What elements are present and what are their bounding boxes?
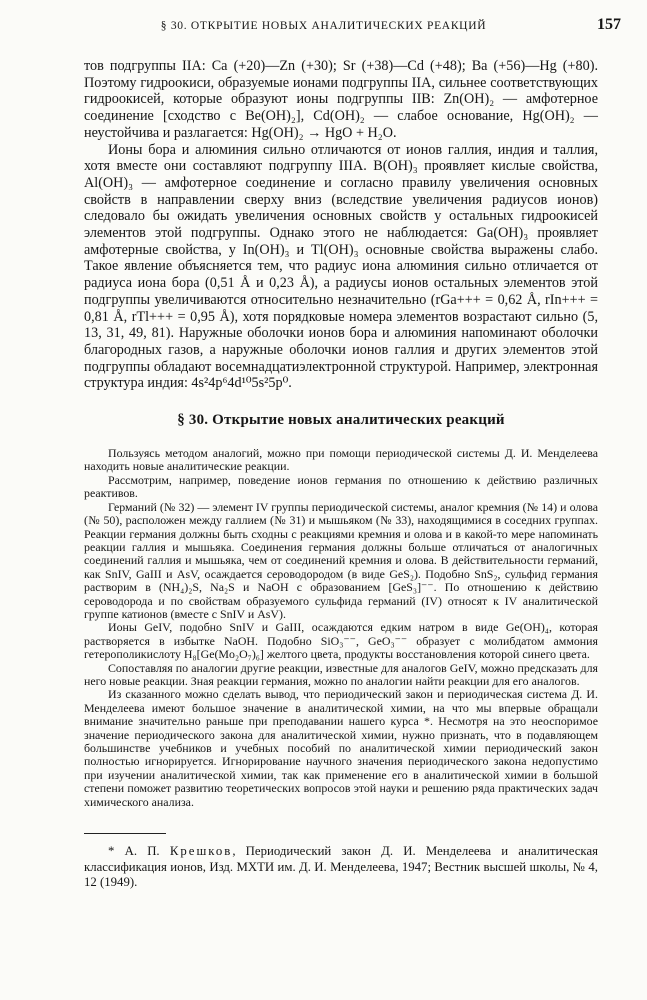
paragraph-germanium-properties: Германий (№ 32) — элемент IV группы периодической системы, аналог кремния (№ 14) и олова (№ 50), расположен между галлием (№ 31) и мышьяком (№ 33), находящимися в соседних группах. Реакции германия должны быть сходны с реакциями кремния и олова и в какой-то мере напоминать реакции галлия и мышьяка. Соединения германия должны больше отличаться от аналогичных соединений галлия и мышьяка, чем от соединений кремния и олова. В действительности германий, как SnIV, GaIII и AsV, осаждается сероводородом (в виде GeS₂). Подобно SnS₂, сульфид германия растворим в (NH₄)₂S, Na₂S и NaOH с образованием [GeS₃]⁻⁻. По отношению к действию сероводорода и по свойствам образуемого сульфида германий (IV) относят к IV аналитической группе катионов (вместе с SnIV и AsV). [84, 499, 598, 621]
footnote-divider [84, 833, 166, 834]
running-head: § 30. ОТКРЫТИЕ НОВЫХ АНАЛИТИЧЕСКИХ РЕАКЦИЙ [160, 20, 487, 32]
paragraph-predict-reactions: Сопоставляя по аналогии другие реакции, известные для аналогов GeIV, можно предсказать для него новые реакции. Зная реакции германия, можно по аналогии найти реакции для его аналогов. [84, 660, 598, 688]
page-header [0, 14, 647, 40]
paragraph-conclusion: Из сказанного можно сделать вывод, что периодический закон и периодическая система Д. И. Менделеева имеют большое значение в аналитической химии, на что мы впервые обращали внимание значительно раньше при преподавании нашего курса *. Несмотря на это неоспоримое значение периодического закона для аналитической химии, нужно признать, что в подавляющем большинстве учебников и учебных пособий по аналитической химии периодический закон полностью игнорируется. Игнорирование научного значения периодического закона недопустимо при изучении аналитической химии, так как применение его в аналитической химии в большой степени поможет развитию теоретических вопросов этой науки и решению ряда практических задач химического анализа. [84, 687, 598, 809]
footnote [84, 844, 598, 891]
section-title: § 30. Открытие новых аналитических реакций [177, 412, 505, 429]
footnote-marker: * А. П. [108, 844, 160, 859]
paragraph-germanium-ions: Ионы GeIV, подобно SnIV и GaIII, осаждаются едким натром в виде Ge(OH)₄, которая растворяется в избытке NaOH. Подобно SiO₃⁻⁻, GeO₃⁻⁻ образует с молибдатом аммония гетерополикислоту H₈[Ge(Mo₂O₇)₆] желтого цвета, продукты восстановления которой синего цвета. [84, 620, 598, 662]
paragraph-method-analogies: Пользуясь методом аналогий, можно при помощи периодической системы Д. И. Менделеева находить новые аналитические реакции. [84, 446, 598, 474]
paragraph-boron-aluminum: Ионы бора и алюминия сильно отличаются от ионов галлия, индия и таллия, хотя вместе они составляют подгруппу IIIA. B(OH)₃ проявляет кислые свойства, Al(OH)₃ — амфотерное соединение и согласно правилу увеличения основных свойств в направлении сверху вниз (вследствие увеличения радиусов ионов) следовало бы ожидать увеличения основных свойств у остальных гидроокисей элементов этой подгруппы. Однако этого не наблюдается: Ga(OH)₃ проявляет амфотерные свойства, у In(OH)₃ и Tl(OH)₃ основные свойства выражены слабо. Такое явление объясняется тем, что радиус иона алюминия сильно отличается от радиуса иона бора (0,51 Å и 0,23 Å), а радиусы ионов остальных элементов этой подгруппы увеличиваются относительно незначительно (rGa+++ = 0,62 Å, rIn+++ = 0,81 Å, rTl+++ = 0,95 Å), хотя порядковые номера элементов возрастают сильно (5, 13, 31, 49, 81). Наружные оболочки ионов бора и алюминия напоминают оболочки благородных газов, а наружные оболочки ионов галлия и других элементов этой подгруппы обладают восемнадцатиэлектронной структурой. Например, электронная структура индия: 4s²4p⁶4d¹⁰5s²5p⁰. [84, 141, 598, 392]
page-body [84, 58, 598, 891]
paragraph-germanium-consider: Рассмотрим, например, поведение ионов германия по отношению к действию различных реактивов. [84, 472, 598, 501]
footnote-text: , Периодический закон Д. И. Менделеева и аналитическая классификация ионов, Изд. МХТИ им. Д. И. Менделеева, 1947; Вестник высшей школы, № 4, 12 (1949). [84, 844, 599, 890]
page-number: 157 [597, 16, 621, 33]
footnote-author: Крешков [169, 844, 233, 859]
paragraph-continuation: тов подгруппы IIA: Ca (+20)—Zn (+30); Sr (+38)—Cd (+48); Ba (+56)—Hg (+80). Поэтому гидроокиси, образуемые ионами подгруппы IIA, сильнее соответствующих гидроокисей, которые образуют ионы подгруппы IIB: Zn(OH)₂ — амфотерное соединение [сходство с Be(OH)₂], Cd(OH)₂ — слабое основание, Hg(OH)₂ — неустойчива и разлагается: Hg(OH)₂ → HgO + H₂O. [84, 58, 598, 141]
